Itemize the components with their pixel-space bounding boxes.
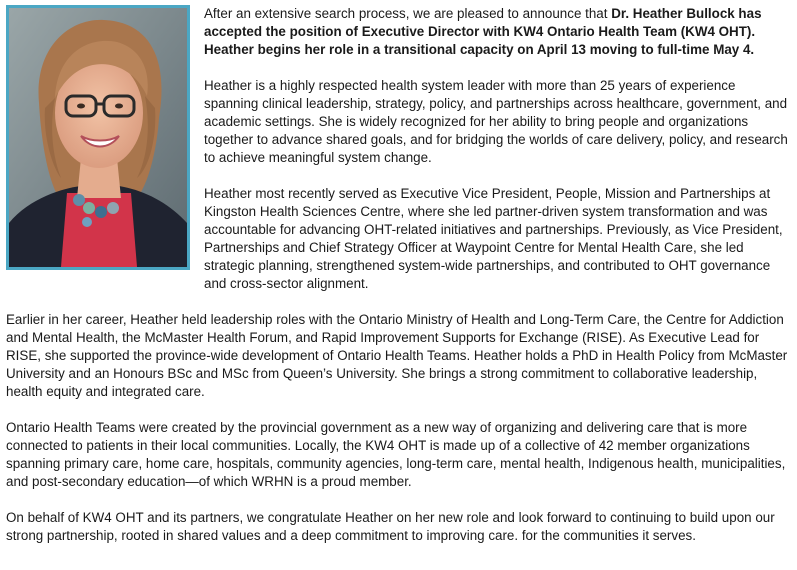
portrait-illustration xyxy=(9,8,187,267)
announcement-highlight: Dr. Heather Bullock has accepted the position of Executive Director with KW4 Ontario Health Team (KW4 OHT). Heather begins her role in a transitional capacity on April 13 moving to full-time May 4. xyxy=(204,6,762,57)
recent-roles-paragraph: Heather most recently served as Executive Vice President, People, Mission and Partnerships at Kingston Health Sciences Centre, where she led partner-driven system transformation and was accountable for advancing OHT-related initiatives and partnerships. Previously, as Vice President, Partnerships and Chief Strategy Officer at Waypoint Centre for Mental Health Care, she led strategic planning, strengthened system-wide partnerships, and contributed to OHT governance and cross-sector alignment. xyxy=(204,186,783,291)
congratulations-paragraph: On behalf of KW4 OHT and its partners, we congratulate Heather on her new role and look forward to continuing to build upon our strong partnership, rooted in shared values and a deep commitment to improving care. for the communities it serves. xyxy=(6,510,775,543)
experience-paragraph: Heather is a highly respected health system leader with more than 25 years of experience spanning clinical leadership, strategy, policy, and partnerships across healthcare, government, and academic settings. She is widely recognized for her ability to bring people and organizations together to advance shared goals, and for bridging the worlds of care delivery, policy, and research to achieve meaningful system change. xyxy=(204,78,788,165)
oht-paragraph: Ontario Health Teams were created by the provincial government as a new way of organizing and delivering care that is more connected to patients in their local communities. Locally, the KW4 OHT is made up of a collective of 42 member organizations spanning primary care, home care, hospitals, community agencies, long-term care, mental health, Indigenous health, municipalities, and post-secondary education—of which WRHN is a proud member. xyxy=(6,420,786,489)
announcement-lead: After an extensive search process, we are pleased to announce that xyxy=(204,6,612,21)
career-paragraph: Earlier in her career, Heather held leadership roles with the Ontario Ministry of Health and Long-Term Care, the Centre for Addiction and Mental Health, the McMaster Health Forum, and Rapid Improvement Supports for Exchange (RISE). As Executive Lead for RISE, she supported the province-wide development of Ontario Health Teams. Heather holds a PhD in Health Policy from McMaster University and an Honours BSc and MSc from Queen’s University. She brings a strong commitment to collaborative leadership, health equity and integrated care. xyxy=(6,312,788,399)
portrait-photo xyxy=(6,5,190,270)
